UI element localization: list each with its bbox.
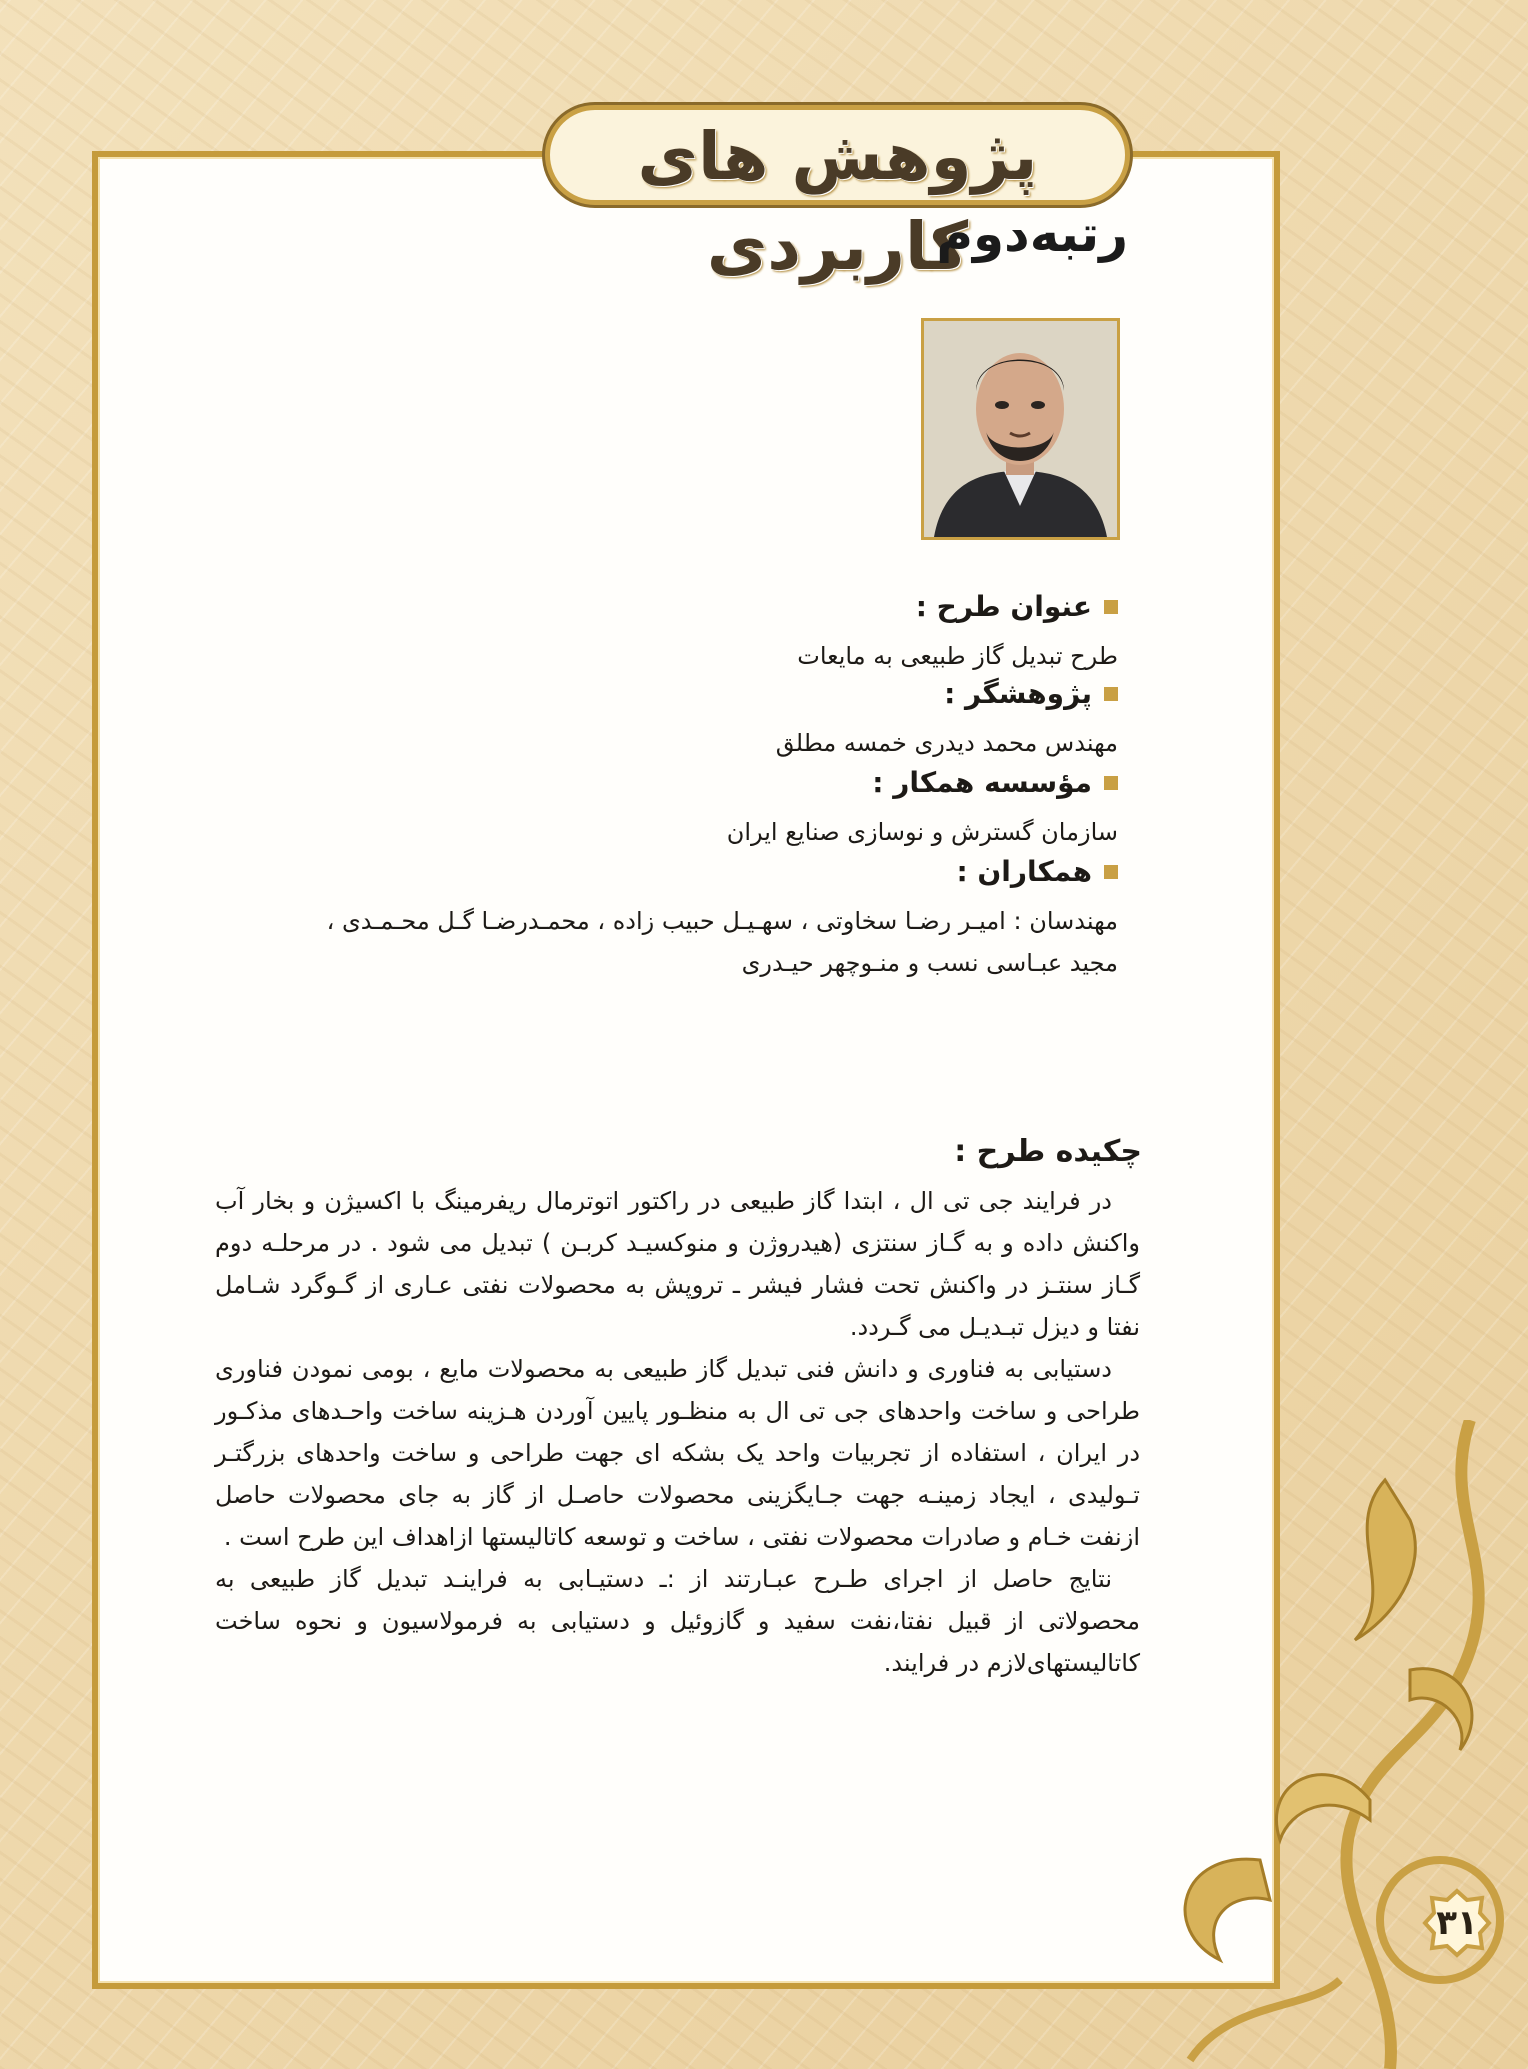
portrait-photo-icon xyxy=(924,321,1117,537)
field-value-line: مهندسان : امیـر رضـا سخاوتی ، سهـیـل حبیب زاده ، محمـدرضـا گـل محـمـدی ، xyxy=(326,907,1118,935)
page-number: ۳۱ xyxy=(1436,1903,1478,1943)
field-value: سازمان گسترش و نوسازی صنایع ایران xyxy=(726,818,1118,846)
field-label: مؤسسه همکار : xyxy=(872,766,1092,799)
portrait-photo xyxy=(921,318,1120,540)
field-researcher xyxy=(258,677,1118,764)
bullet-icon xyxy=(1104,600,1118,614)
abstract-paragraph: نتایج حاصل از اجرای طـرح عبـارتند از :ـ دستیـابی به فراینـد تبدیل گاز طبیعی به محصولاتی از قبیل نفتا،نفت سفید و گازوئیل و دستیابی به فرمولاسیون و نحوه ساخت کاتالیستهای‌لازم در فرایند. xyxy=(215,1565,1140,1677)
abstract-body xyxy=(215,1180,1140,1684)
field-label: پژوهشگر : xyxy=(944,677,1092,710)
field-value-line: مجید عبـاسی نسب و منـوچهر حیـدری xyxy=(741,949,1118,977)
field-institute xyxy=(258,766,1118,853)
abstract-title: چکیده طرح : xyxy=(954,1134,1142,1169)
field-title xyxy=(258,590,1118,677)
field-label: عنوان طرح : xyxy=(915,590,1092,623)
abstract-paragraph: در فرایند جی تی ال ، ابتدا گاز طبیعی در راکتور اتوترمال ریفرمینگ با اکسیژن و بخار آب واکنش داده و به گـاز سنتزی (هیدروژن و منوکسیـد کربـن ) تبدیل می شود . در مرحلـه دوم گـاز سنتـز در واکنش تحت فشار فیشر ـ تروپش به محصولات نفتی عـاری از گـوگرد شـامل نفتا و دیزل تبـدیـل می گـردد. xyxy=(215,1187,1140,1341)
field-value: طرح تبدیل گاز طبیعی به مایعات xyxy=(797,642,1118,670)
abstract-paragraph: دستیابی به فناوری و دانش فنی تبدیل گاز طبیعی به محصولات مایع ، بومی نمودن فناوری طراحی و ساخت واحدهای جی تی ال به منظـور پایین آوردن هـزینه ساخت واحـدهای مذکـور در ایران ، استفاده از تجربیات واحد یک بشکه ای جهت طراحی و ساخت واحدهای بزرگتـر تـولیدی ، ایجاد زمینـه جهت جـایگزینی محصولات حاصـل از گاز به جای محصولات حاصل ازنفت خـام و صادرات محصولات نفتی ، ساخت و توسعه کاتالیستها ازاهداف این طرح است . xyxy=(215,1355,1140,1551)
field-value: مهندس محمد دیدری خمسه مطلق xyxy=(775,729,1118,757)
rank-heading: رتبه‌دوم xyxy=(936,205,1128,263)
field-collaborators xyxy=(258,855,1118,984)
bullet-icon xyxy=(1104,865,1118,879)
bullet-icon xyxy=(1104,776,1118,790)
page-title: پژوهش های کاربردی xyxy=(637,118,1038,285)
field-label: همکاران : xyxy=(956,855,1092,888)
gold-ornament-icon xyxy=(1140,1420,1528,2069)
bullet-icon xyxy=(1104,687,1118,701)
